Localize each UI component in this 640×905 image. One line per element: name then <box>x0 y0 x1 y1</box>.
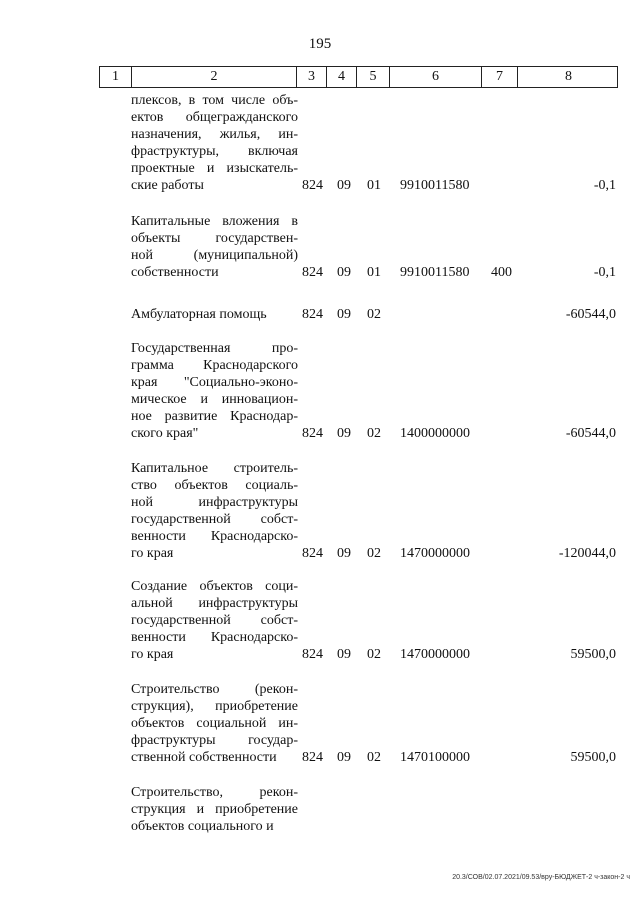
cell-col-6: 1400000000 <box>400 426 470 441</box>
description-line: го края <box>131 647 174 662</box>
description-line: объектов социального и <box>131 819 274 834</box>
description-line: го края <box>131 546 174 561</box>
description-line: Амбулаторная помощь <box>131 307 267 322</box>
cell-col-8: -60544,0 <box>565 426 616 441</box>
description-line: ского края" <box>131 426 199 441</box>
header-col-8: 8 <box>565 69 572 84</box>
description-line: ной (муниципальной) <box>131 248 298 263</box>
cell-col-6: 1470100000 <box>400 750 470 765</box>
row-description <box>131 92 298 194</box>
header-col-4: 4 <box>327 67 357 87</box>
cell-col-4: 09 <box>337 546 351 561</box>
row-description <box>131 460 298 562</box>
description-line: плексов, в том числе объ- <box>131 93 298 108</box>
cell-col-4: 09 <box>337 178 351 193</box>
description-line: государственной собст- <box>131 613 298 628</box>
description-line: Капитальное строитель- <box>131 461 298 476</box>
description-line: грамма Краснодарского <box>131 358 298 373</box>
description-line: назначения, жилья, ин- <box>131 127 298 142</box>
description-line: струкция), приобретение <box>131 699 298 714</box>
cell-col-8: -60544,0 <box>565 307 616 322</box>
cell-col-5: 02 <box>367 307 381 322</box>
row-description <box>131 340 298 442</box>
description-line: фраструктуры государ- <box>131 733 298 748</box>
cell-col-5: 02 <box>367 647 381 662</box>
header-col-2: 2 <box>132 67 297 87</box>
cell-col-7: 400 <box>491 265 512 280</box>
cell-col-3: 824 <box>302 426 323 441</box>
cell-col-3: 824 <box>302 647 323 662</box>
description-line: фраструктуры, включая <box>131 144 298 159</box>
cell-col-5: 02 <box>367 750 381 765</box>
description-line: ские работы <box>131 178 204 193</box>
description-line: Строительство (рекон- <box>131 682 298 697</box>
description-line: венности Краснодарско- <box>131 529 298 544</box>
header-col-3: 3 <box>297 67 327 87</box>
description-line: ственной собственности <box>131 750 277 765</box>
footer-code: 20.3/СОВ/02.07.2021/09.53/вру-БЮДЖЕТ-2 ч-закон-2 ч <box>452 874 630 881</box>
description-line: ектов общегражданского <box>131 110 298 125</box>
cell-col-3: 824 <box>302 750 323 765</box>
description-line: Капитальные вложения в <box>131 214 298 229</box>
cell-col-5: 02 <box>367 426 381 441</box>
description-line: Строительство, рекон- <box>131 785 298 800</box>
cell-col-4: 09 <box>337 265 351 280</box>
row-description <box>131 578 298 663</box>
description-line: ное развитие Краснодар- <box>131 409 298 424</box>
cell-col-8: -0,1 <box>593 265 616 280</box>
header-col-6: 6 <box>390 67 482 87</box>
cell-col-6: 9910011580 <box>400 178 470 193</box>
cell-col-4: 09 <box>337 647 351 662</box>
description-line: ной инфраструктуры <box>131 495 298 510</box>
cell-col-5: 01 <box>367 265 381 280</box>
cell-col-3: 824 <box>302 178 323 193</box>
description-line: ство объектов социаль- <box>131 478 298 493</box>
description-line: государственной собст- <box>131 512 298 527</box>
page-number: 195 <box>308 36 332 52</box>
cell-col-6: 1470000000 <box>400 546 470 561</box>
cell-col-4: 09 <box>337 426 351 441</box>
description-line: мическое и инновацион- <box>131 392 298 407</box>
description-line: объекты государствен- <box>131 231 298 246</box>
description-line: Государственная про- <box>131 341 298 356</box>
cell-col-3: 824 <box>302 265 323 280</box>
cell-col-6: 9910011580 <box>400 265 470 280</box>
cell-col-3: 824 <box>302 307 323 322</box>
cell-col-8: 59500,0 <box>570 750 616 765</box>
cell-col-3: 824 <box>302 546 323 561</box>
row-description <box>131 306 298 323</box>
cell-col-4: 09 <box>337 307 351 322</box>
description-line: края "Социально-эконо- <box>131 375 298 390</box>
row-description <box>131 681 298 766</box>
description-line: венности Краснодарско- <box>131 630 298 645</box>
cell-col-4: 09 <box>337 750 351 765</box>
header-col-5: 5 <box>357 67 390 87</box>
description-line: струкция и приобретение <box>131 802 298 817</box>
cell-col-6: 1470000000 <box>400 647 470 662</box>
row-description <box>131 784 298 835</box>
cell-col-8: -120044,0 <box>558 546 616 561</box>
description-line: проектные и изыскатель- <box>131 161 298 176</box>
header-col-1: 1 <box>100 67 132 87</box>
cell-col-5: 01 <box>367 178 381 193</box>
description-line: объектов социальной ин- <box>131 716 298 731</box>
cell-col-5: 02 <box>367 546 381 561</box>
table-header <box>99 66 618 88</box>
row-description <box>131 213 298 281</box>
description-line: собственности <box>131 265 219 280</box>
header-col-7: 7 <box>482 67 518 87</box>
cell-col-8: 59500,0 <box>570 647 616 662</box>
cell-col-8: -0,1 <box>593 178 616 193</box>
description-line: альной инфраструктуры <box>131 596 298 611</box>
description-line: Создание объектов соци- <box>131 579 298 594</box>
